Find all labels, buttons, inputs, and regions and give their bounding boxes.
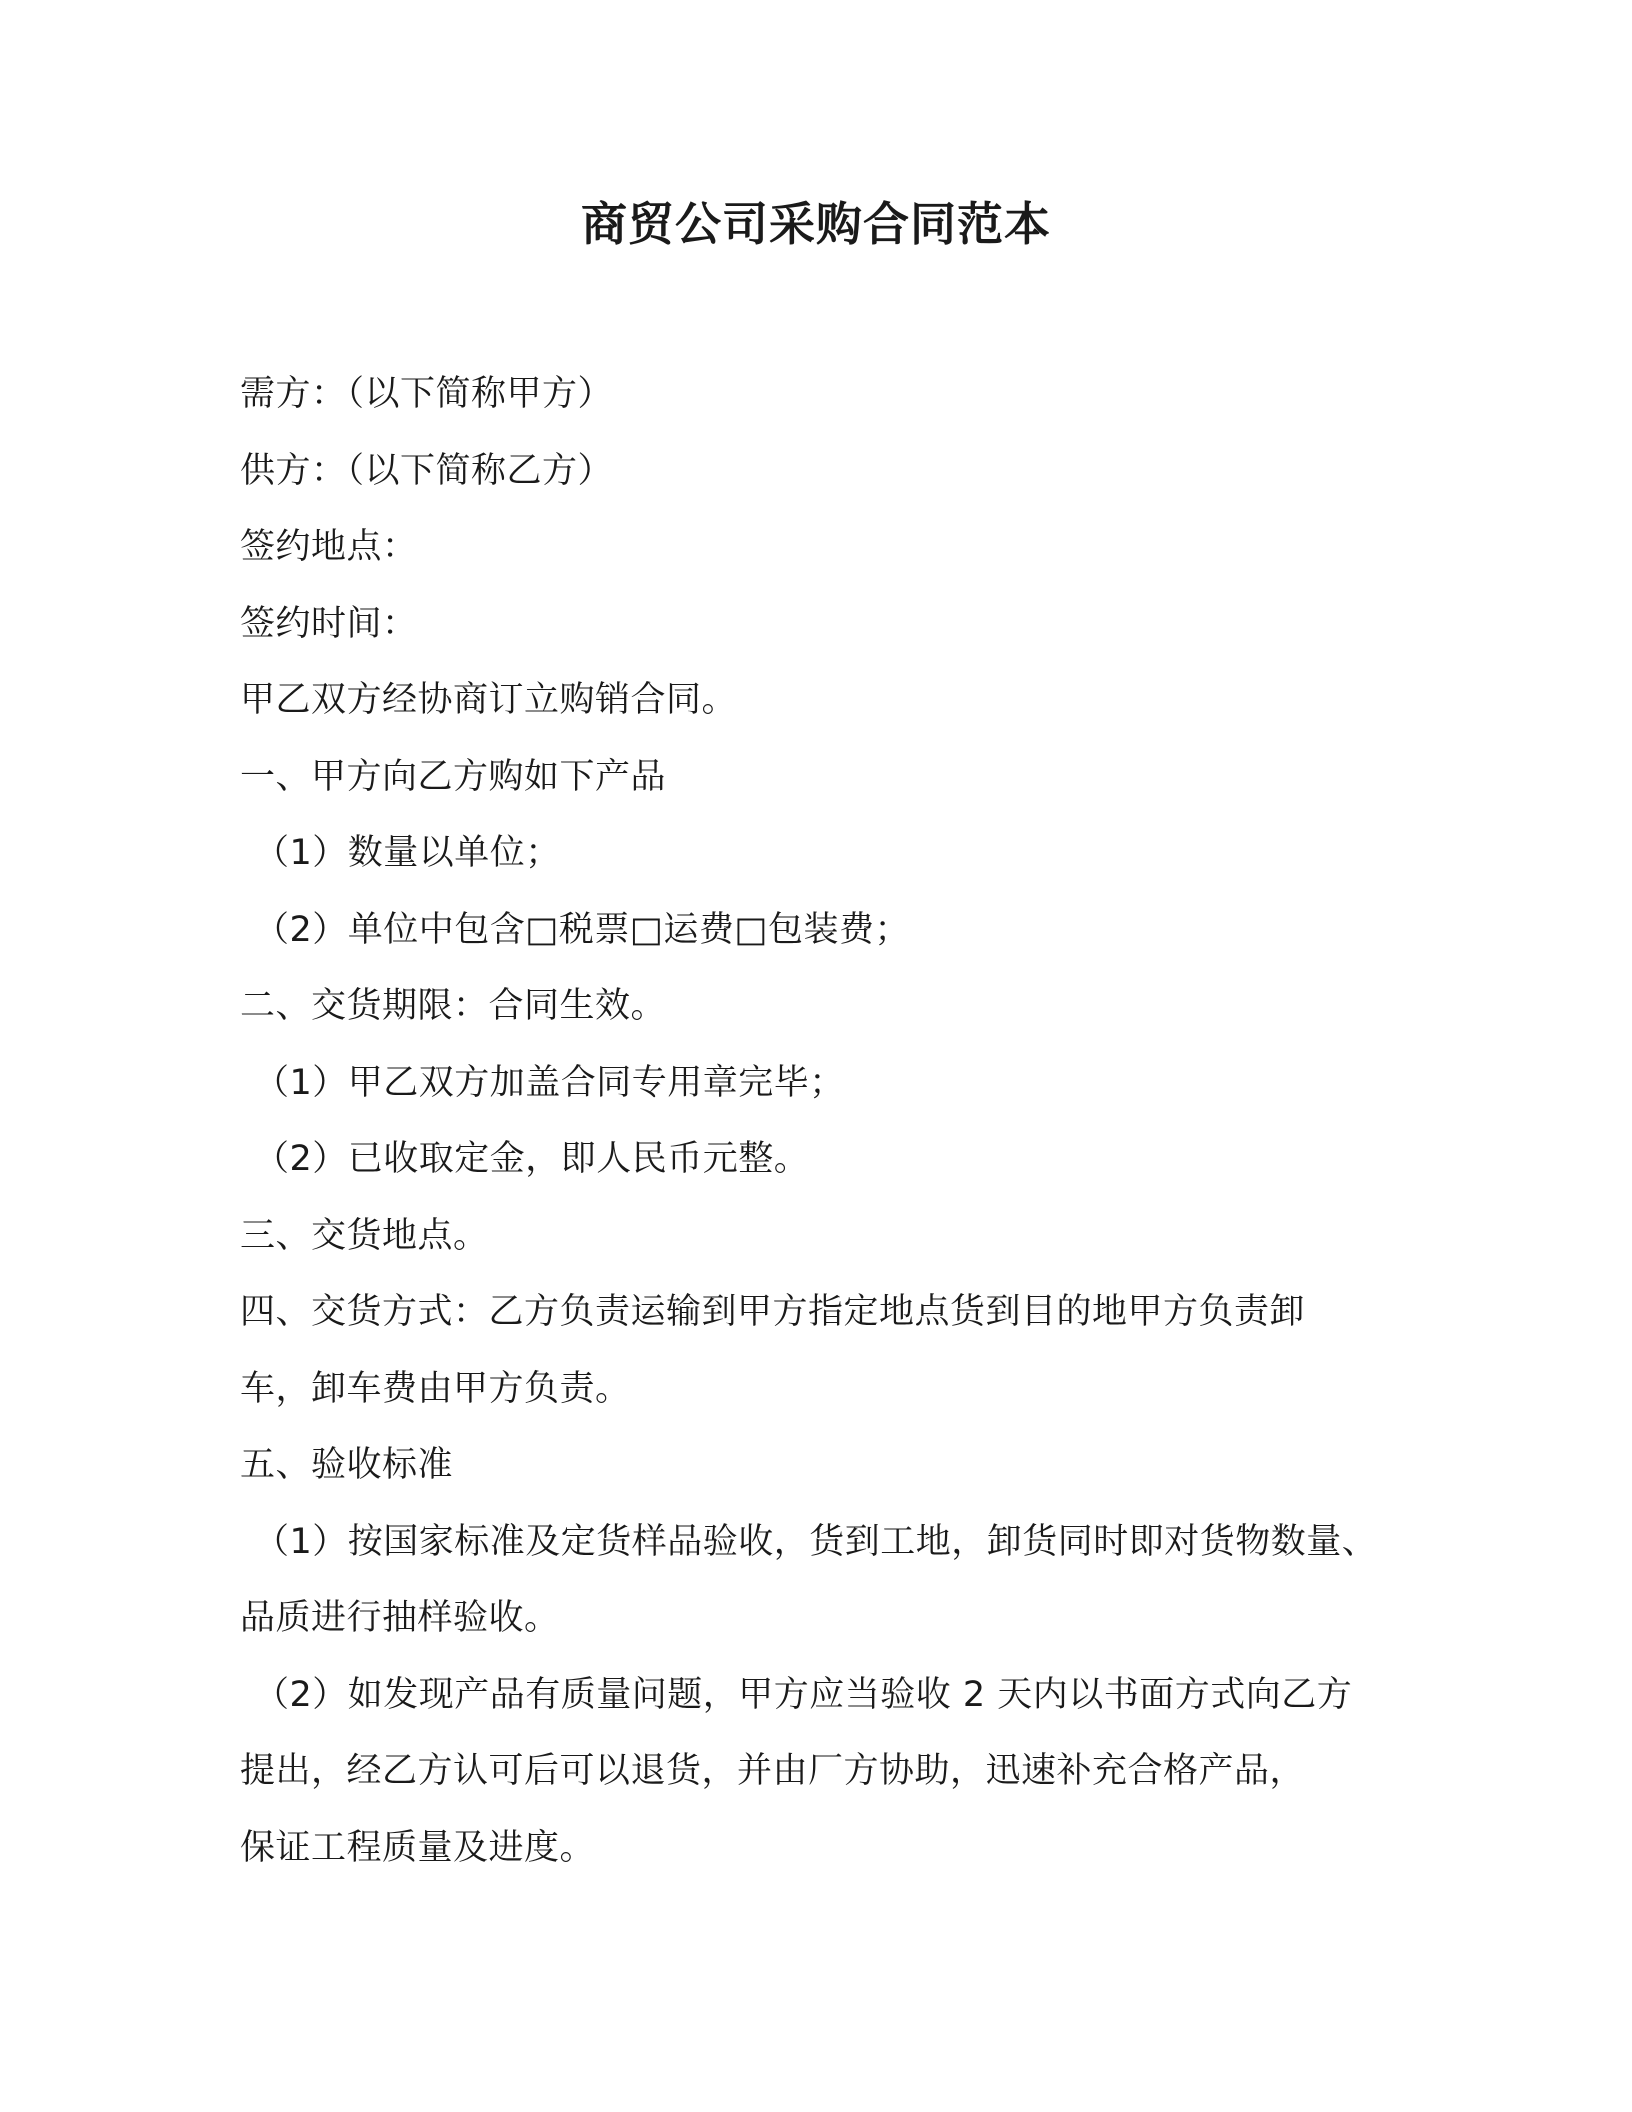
section-5-item-1: （1）按国家标准及定货样品验收，货到工地，卸货同时即对货物数量、 [254,1521,1378,1562]
agreement-statement: 甲乙双方经协商订立购销合同。 [240,680,738,720]
contract-body [240,356,1400,1886]
section-1-heading: 一、甲方向乙方购如下产品 [240,756,667,797]
document-title: 商贸公司采购合同范本 [581,197,1051,251]
section-3-heading: 三、交货地点。 [240,1215,489,1256]
section-4-continuation: 车，卸车费由甲方负责。 [240,1368,631,1409]
section-2-item-2: （2）已收取定金，即人民币元整。 [254,1139,810,1179]
section-5-heading: 五、验收标准 [240,1445,454,1485]
section-1-item-2: （2）单位中包含□税票□运费□包装费； [254,909,910,950]
section-5-item-2: （2）如发现产品有质量问题，甲方应当验收 2 天内以书面方式向乙方 [254,1674,1353,1715]
section-5-item-2-continuation-1: 提出，经乙方认可后可以退货，并由厂方协助，迅速补充合格产品， [240,1751,1306,1791]
signing-place-line: 签约地点： [240,527,418,567]
section-5-item-2-continuation-2: 保证工程质量及进度。 [240,1827,596,1868]
section-1-item-1: （1）数量以单位； [254,833,561,873]
supplier-line: 供方：（以下简称乙方） [240,450,614,491]
signing-time-line: 签约时间： [240,603,418,644]
section-2-heading: 二、交货期限：合同生效。 [240,986,667,1026]
section-4-heading: 四、交货方式：乙方负责运输到甲方指定地点货到目的地甲方负责卸 [240,1292,1306,1332]
section-5-item-1-continuation: 品质进行抽样验收。 [240,1598,560,1638]
section-2-item-1: （1）甲乙双方加盖合同专用章完毕； [254,1062,845,1103]
buyer-line: 需方：（以下简称甲方） [240,374,614,414]
